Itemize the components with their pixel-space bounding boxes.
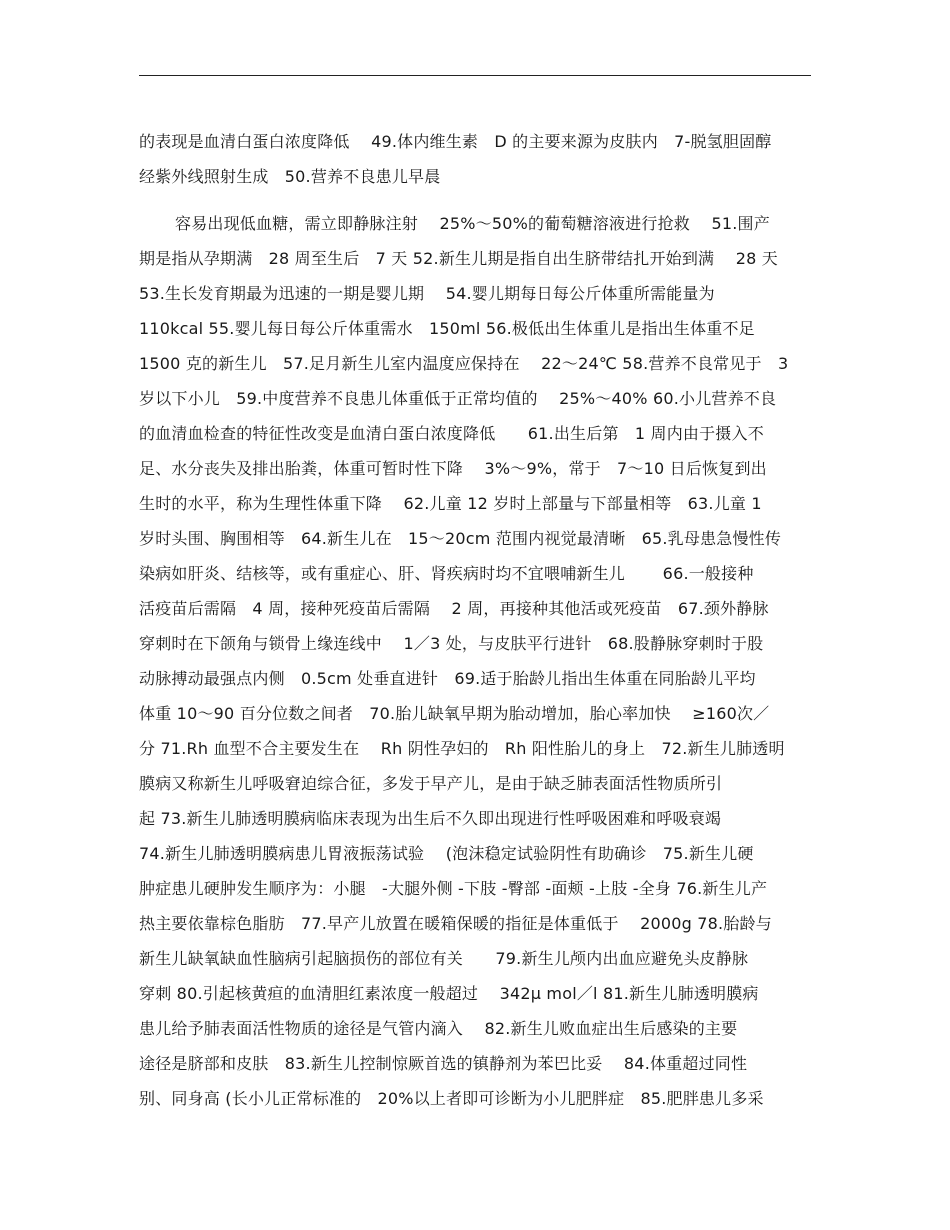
text-line: 途径是脐部和皮肤 83.新生儿控制惊厥首选的镇静剂为苯巴比妥 84.体重超过同性 — [139, 1054, 748, 1073]
text-line: 岁以下小儿 59.中度营养不良患儿体重低于正常均值的 25%～40% 60.小儿营养不良 — [139, 389, 777, 408]
text-line: 的血清血检查的特征性改变是血清白蛋白浓度降低 61.出生后第 1 周内由于摄入不 — [139, 424, 764, 443]
paragraph-2 — [139, 206, 819, 1116]
text-line: 起 73.新生儿肺透明膜病临床表现为出生后不久即出现进行性呼吸困难和呼吸衰竭 — [139, 809, 722, 828]
text-line: 膜病又称新生儿呼吸窘迫综合征，多发于早产儿，是由于缺乏肺表面活性物质所引 — [139, 774, 723, 793]
text-line: 110kcal 55.婴儿每日每公斤体重需水 150ml 56.极低出生体重儿是指出生体重不足 — [139, 319, 755, 338]
text-line: 容易出现低血糖，需立即静脉注射 25%～50%的葡萄糖溶液进行抢救 51.围产 — [175, 214, 770, 233]
text-line: 动脉搏动最强点内侧 0.5cm 处垂直进针 69.适于胎龄儿指出生体重在同胎龄儿平均 — [139, 669, 756, 688]
text-line: 分 71.Rh 血型不合主要发生在 Rh 阴性孕妇的 Rh 阳性胎儿的身上 72.新生儿肺透明 — [139, 739, 785, 758]
text-line: 别、同身高 (长小儿正常标准的 20%以上者即可诊断为小儿肥胖症 85.肥胖患儿多采 — [139, 1089, 764, 1108]
text-line: 穿刺 80.引起核黄疸的血清胆红素浓度一般超过 342μ mol／l 81.新生儿肺透明膜病 — [139, 984, 759, 1003]
text-line: 新生儿缺氧缺血性脑病引起脑损伤的部位有关 79.新生儿颅内出血应避免头皮静脉 — [139, 949, 749, 968]
text-line: 足、水分丧失及排出胎粪，体重可暂时性下降 3%～9%，常于 7～10 日后恢复到出 — [139, 459, 767, 478]
text-line: 74.新生儿肺透明膜病患儿胃液振荡试验 (泡沫稳定试验阴性有助确诊 75.新生儿硬 — [139, 844, 754, 863]
text-line: 期是指从孕期满 28 周至生后 7 天 52.新生儿期是指自出生脐带结扎开始到满 28 天 — [139, 249, 778, 268]
text-line: 活疫苗后需隔 4 周，接种死疫苗后需隔 2 周，再接种其他活或死疫苗 67.颈外静脉 — [139, 599, 769, 618]
text-line: 53.生长发育期最为迅速的一期是婴儿期 54.婴儿期每日每公斤体重所需能量为 — [139, 284, 715, 303]
text-line: 肿症患儿硬肿发生顺序为：小腿 -大腿外侧 -下肢 -臀部 -面颊 -上肢 -全身 76.新生儿产 — [139, 879, 768, 898]
text-line: 热主要依靠棕色脂肪 77.早产儿放置在暖箱保暖的指征是体重低于 2000g 78.胎龄与 — [139, 914, 772, 933]
text-line: 患儿给予肺表面活性物质的途径是气管内滴入 82.新生儿败血症出生后感染的主要 — [139, 1019, 738, 1038]
text-line: 的表现是血清白蛋白浓度降低 49.体内维生素 D 的主要来源为皮肤内 7-脱氢胆固醇 — [139, 132, 772, 151]
text-line: 体重 10～90 百分位数之间者 70.胎儿缺氧早期为胎动增加，胎心率加快 ≥160次／ — [139, 704, 770, 723]
text-line: 生时的水平，称为生理性体重下降 62.儿童 12 岁时上部量与下部量相等 63.儿童 1 — [139, 494, 762, 513]
header-rule — [139, 75, 811, 76]
text-line: 穿刺时在下颌角与锁骨上缘连线中 1／3 处，与皮肤平行进针 68.股静脉穿刺时于股 — [139, 634, 764, 653]
text-line: 经紫外线照射生成 50.营养不良患儿早晨 — [139, 167, 441, 186]
paragraph-1 — [139, 124, 819, 194]
text-line: 1500 克的新生儿 57.足月新生儿室内温度应保持在 22～24℃ 58.营养不良常见于 3 — [139, 354, 789, 373]
text-line: 岁时头围、胸围相等 64.新生儿在 15～20cm 范围内视觉最清晰 65.乳母患急慢性传 — [139, 529, 782, 548]
text-line: 染病如肝炎、结核等，或有重症心、肝、肾疾病时均不宜喂哺新生儿 66.一般接种 — [139, 564, 754, 583]
